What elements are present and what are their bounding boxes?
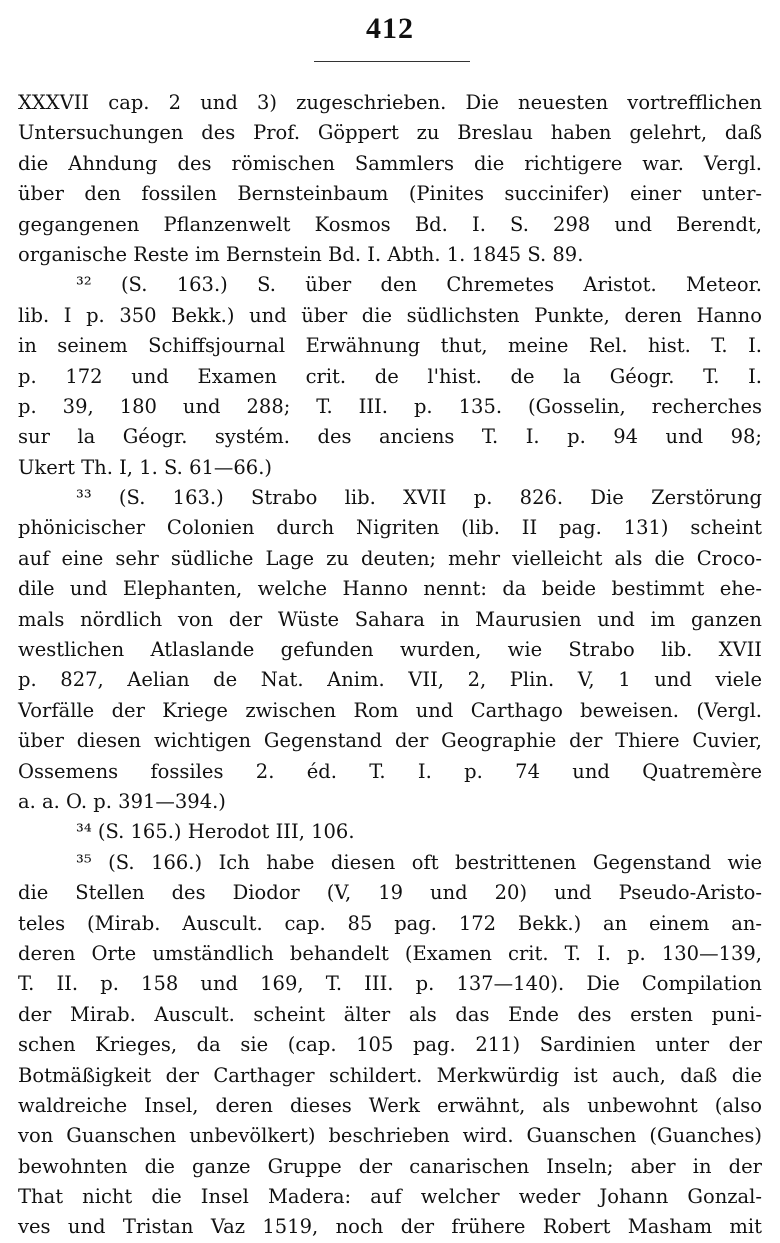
text-line: die Stellen des Diodor (V, 19 und 20) und Pseudo-Aristo-	[18, 881, 762, 905]
text-line: waldreiche Insel, deren dieses Werk erwähnt, als unbewohnt (also	[18, 1093, 762, 1117]
text-line: von Guanschen unbevölkert) beschrieben wird. Guanschen (Guanches)	[18, 1124, 762, 1148]
text-line: über den fossilen Bernsteinbaum (Pinites succinifer) einer unter-	[18, 182, 762, 206]
text-line: auf eine sehr südliche Lage zu deuten; mehr vielleicht als die Croco-	[18, 546, 762, 570]
text-line: über diesen wichtigen Gegenstand der Geographie der Thiere Cuvier,	[18, 729, 762, 753]
text-line: ves und Tristan Vaz 1519, noch der frühere Robert Masham mit	[18, 1215, 762, 1239]
text-line: in seinem Schiffsjournal Erwähnung thut, meine Rel. hist. T. I.	[18, 334, 762, 358]
text-line: a. a. O. p. 391—394.)	[18, 789, 226, 813]
text-line: die Ahndung des römischen Sammlers die richtigere war. Vergl.	[18, 151, 762, 175]
text-line: deren Orte umständlich behandelt (Examen crit. T. I. p. 130—139,	[18, 941, 762, 965]
text-line: Untersuchungen des Prof. Göppert zu Breslau haben gelehrt, daß	[18, 121, 762, 145]
text-line: der Mirab. Auscult. scheint älter als das Ende des ersten puni-	[18, 1002, 762, 1026]
text-line: schen Krieges, da sie (cap. 105 pag. 211) Sardinien unter der	[18, 1033, 762, 1057]
text-line: ³⁴ (S. 165.) Herodot III, 106.	[76, 820, 355, 844]
text-line: ³² (S. 163.) S. über den Chremetes Aristot. Meteor.	[76, 273, 762, 297]
text-line: teles (Mirab. Auscult. cap. 85 pag. 172 Bekk.) an einem an-	[18, 911, 762, 935]
text-line: gegangenen Pflanzenwelt Kosmos Bd. I. S. 298 und Berendt,	[18, 212, 762, 236]
text-line: westlichen Atlaslande gefunden wurden, wie Strabo lib. XVII	[18, 638, 762, 662]
header-rule	[314, 61, 470, 62]
text-line: Ossemens fossiles 2. éd. T. I. p. 74 und Quatremère	[18, 759, 762, 783]
text-line: sur la Géogr. systém. des anciens T. I. p. 94 und 98;	[18, 425, 762, 449]
footnotes-text-block	[18, 88, 762, 1243]
text-line: p. 39, 180 und 288; T. III. p. 135. (Gosselin, recherches	[18, 394, 762, 418]
text-line: phönicischer Colonien durch Nigriten (lib. II pag. 131) scheint	[18, 516, 762, 540]
text-line: bewohnten die ganze Gruppe der canarischen Inseln; aber in der	[18, 1154, 762, 1178]
text-line: Ukert Th. I, 1. S. 61—66.)	[18, 455, 273, 479]
text-line: mals nördlich von der Wüste Sahara in Maurusien und im ganzen	[18, 607, 762, 631]
text-line: ³³ (S. 163.) Strabo lib. XVII p. 826. Die Zerstörung	[76, 486, 762, 510]
text-line: p. 827, Aelian de Nat. Anim. VII, 2, Plin. V, 1 und viele	[18, 668, 762, 692]
text-line: organische Reste im Bernstein Bd. I. Abth. 1. 1845 S. 89.	[18, 242, 584, 266]
text-line: lib. I p. 350 Bekk.) und über die südlichsten Punkte, deren Hanno	[18, 303, 762, 327]
text-line: That nicht die Insel Madera: auf welcher weder Johann Gonzal-	[18, 1185, 762, 1209]
page-number: 412	[366, 12, 414, 45]
text-line: Botmäßigkeit der Carthager schildert. Merkwürdig ist auch, daß die	[18, 1063, 762, 1087]
text-line: XXXVII cap. 2 und 3) zugeschrieben. Die neuesten vortrefflichen	[18, 91, 762, 114]
text-line: Vorfälle der Kriege zwischen Rom und Carthago beweisen. (Vergl.	[18, 698, 762, 722]
text-line: dile und Elephanten, welche Hanno nennt: da beide bestimmt ehe-	[18, 577, 762, 601]
text-line: T. II. p. 158 und 169, T. III. p. 137—140). Die Compilation	[18, 972, 762, 996]
text-line: p. 172 und Examen crit. de l'hist. de la Géogr. T. I.	[18, 364, 762, 388]
text-line: ³⁵ (S. 166.) Ich habe diesen oft bestrittenen Gegenstand wie	[76, 850, 762, 874]
